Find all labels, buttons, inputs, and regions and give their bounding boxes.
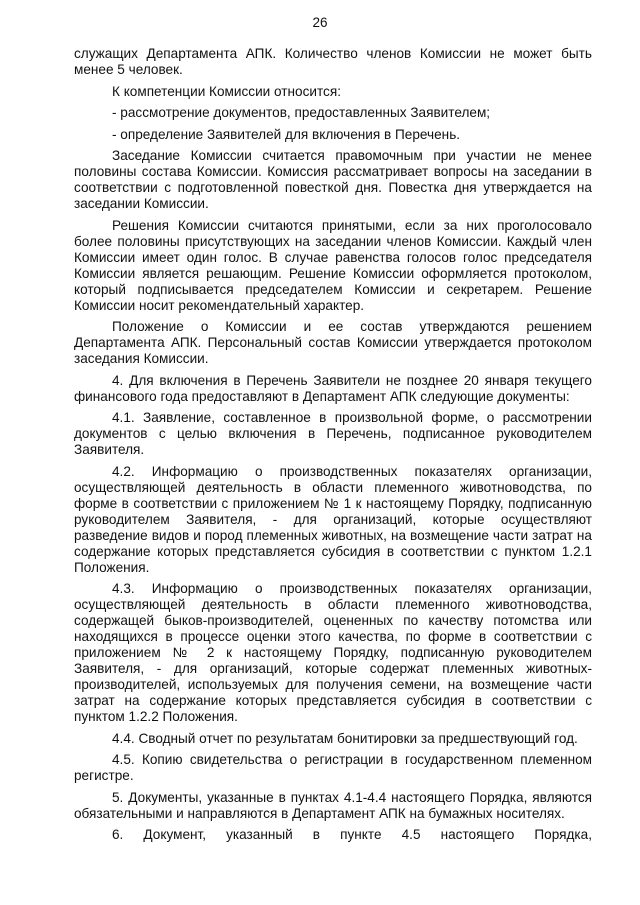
paragraph-commission-regulation: Положение о Комиссии и ее состав утверждаются решением Департамента АПК. Персональный состав Комиссии утверждается протоколом заседания Комиссии. <box>74 319 592 366</box>
paragraph-item-4-5: 4.5. Копию свидетельства о регистрации в государственном племенном регистре. <box>74 752 592 783</box>
paragraph-meeting-quorum: Заседание Комиссии считается правомочным при участии не менее половины состава Комиссии. Комиссия рассматривает вопросы на заседании в соответствии с подготовленной повесткой дня. Повестка дня утверждается на заседании Комиссии. <box>74 148 592 211</box>
paragraph-item-4-2: 4.2. Информацию о производственных показателях организации, осуществляющей деятельность в области племенного животноводства, по форме в соответствии с приложением № 1 к настоящему Порядку, подписанную руководителем Заявителя, - для организаций, которые осуществляют разведение видов и пород племенных животных, на возмещение части затрат на содержание которых представляется субсидия в соответствии с пунктом 1.2.1 Положения. <box>74 463 592 575</box>
paragraph-item-6: 6. Документ, указанный в пункте 4.5 настоящего Порядка, <box>112 827 592 842</box>
paragraph-commission-members: служащих Департамента АПК. Количество членов Комиссии не может быть менее 5 человек. <box>74 46 592 77</box>
paragraph-competence-heading: К компетенции Комиссии относится: <box>112 83 341 99</box>
paragraph-item-5: 5. Документы, указанные в пунктах 4.1-4.4 настоящего Порядка, являются обязательными и направляются в Департамент АПК на бумажных носителях. <box>74 789 592 821</box>
paragraph-item-4-1: 4.1. Заявление, составленное в произвольной форме, о рассмотрении документов с целью включения в Перечень, подписанное руководителем Заявителя. <box>74 410 592 457</box>
paragraph-decisions: Решения Комиссии считаются принятыми, если за них проголосовало более половины присутствующих на заседании членов Комиссии. Каждый член Комиссии имеет один голос. В случае равенства голосов голос председателя Комиссии является решающим. Решение Комиссии оформляется протоколом, который подписывается председателем Комиссии и секретарем. Решение Комиссии носит рекомендательный характер. <box>74 217 592 313</box>
page-number: 26 <box>312 15 328 30</box>
list-item-review-documents: - рассмотрение документов, предоставленных Заявителем; <box>112 105 491 120</box>
paragraph-item-4: 4. Для включения в Перечень Заявители не позднее 20 января текущего финансового года предоставляют в Департамент АПК следующие документы: <box>74 372 592 404</box>
list-item-determine-applicants: - определение Заявителей для включения в Перечень. <box>112 126 461 142</box>
paragraph-item-4-3: 4.3. Информацию о производственных показателях организации, осуществляющей деятельность в области племенного животноводства, содержащей быков-производителей, оцененных по качеству потомства или находящихся в процессе оценки этого качества, по форме в соответствии с приложением № 2 к настоящему Порядку, подписанную руководителем Заявителя, - для организаций, которые содержат племенных животных-производителей, используемых для получения семени, на возмещение части затрат на содержание которых представляется субсидия в соответствии с пунктом 1.2.2 Положения. <box>74 581 592 724</box>
document-body <box>74 46 592 849</box>
paragraph-item-4-4: 4.4. Сводный отчет по результатам бонитировки за предшествующий год. <box>112 730 578 746</box>
